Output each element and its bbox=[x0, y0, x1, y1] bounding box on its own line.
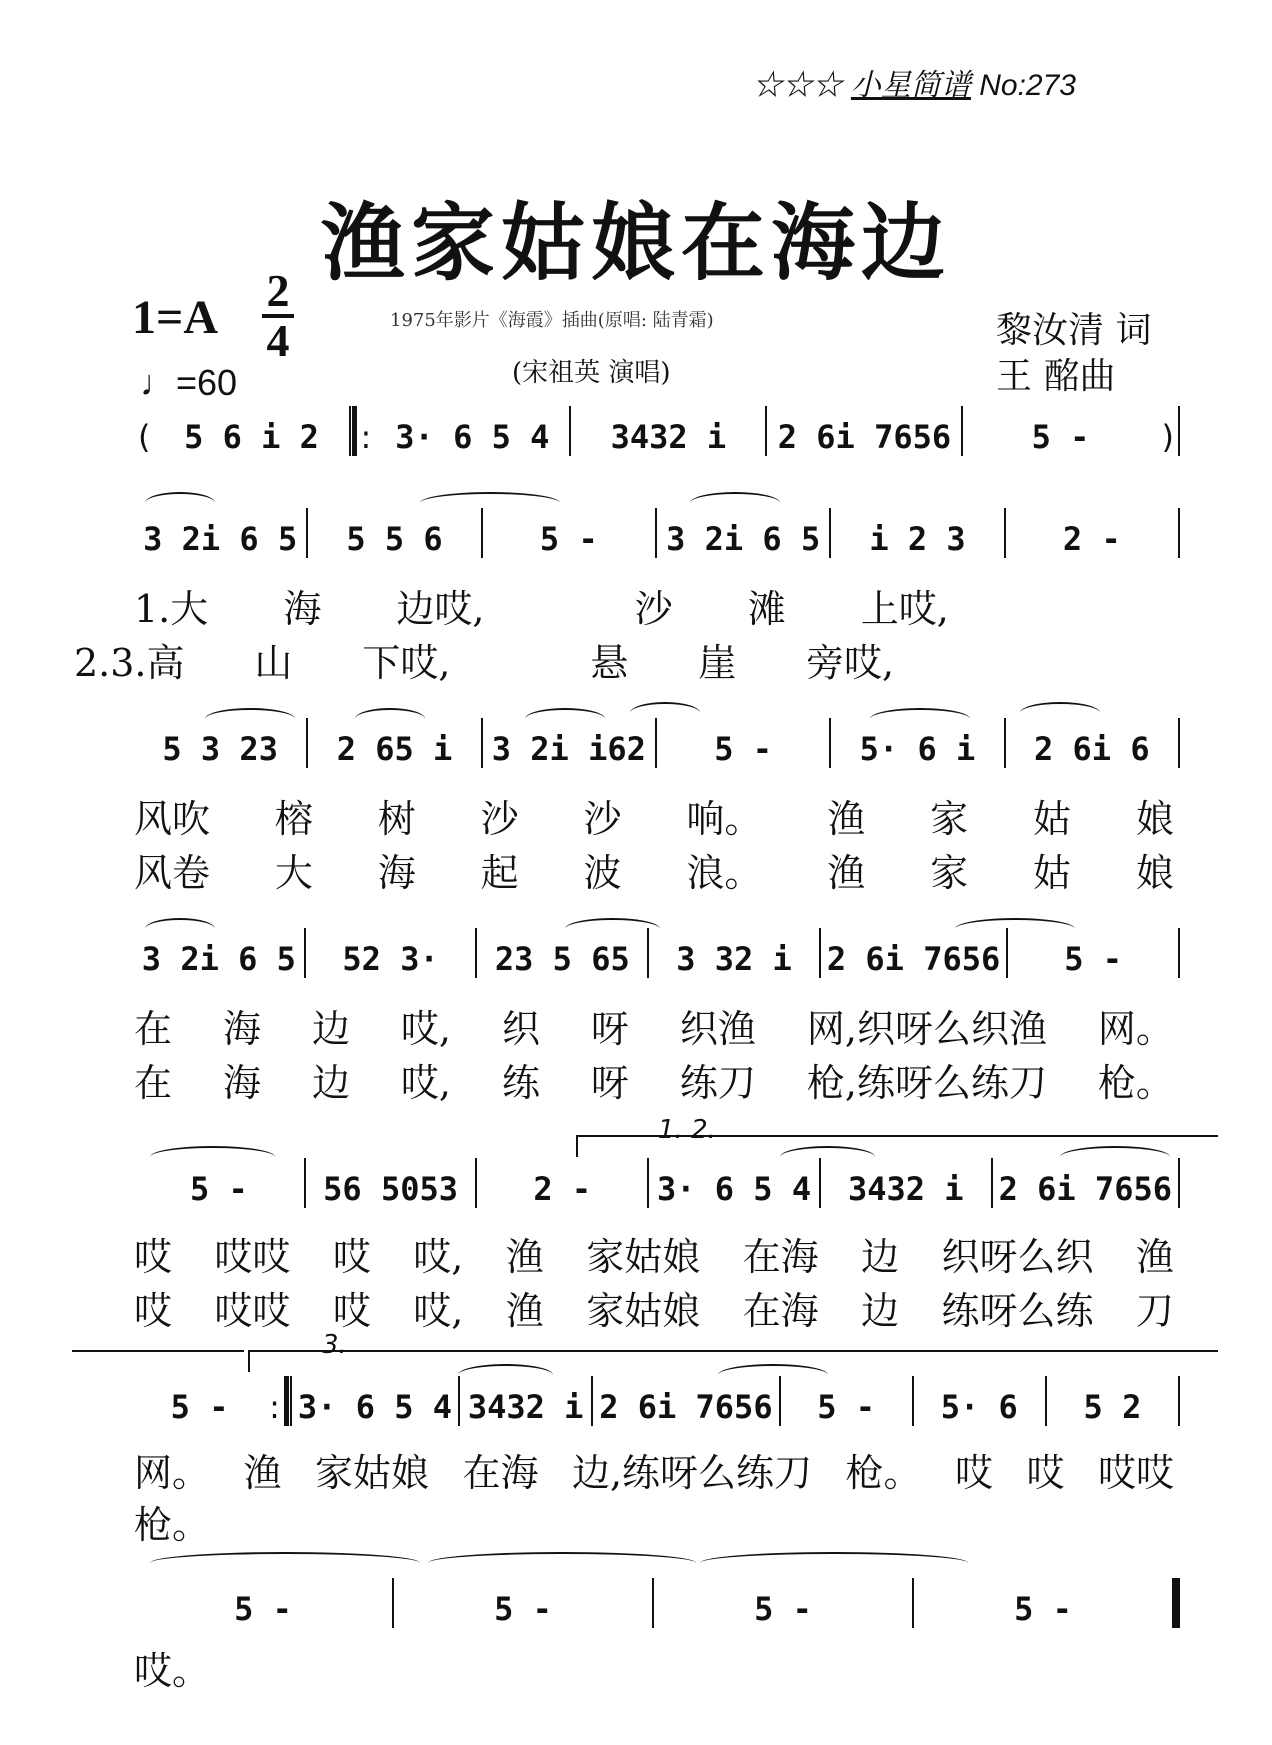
lyric: 大 bbox=[274, 851, 313, 895]
lyric: 织渔 bbox=[679, 1007, 756, 1051]
measure: 3 2i 6 5 bbox=[143, 520, 298, 558]
score-row-6 bbox=[134, 1380, 1180, 1426]
lyric: 海 bbox=[222, 1061, 261, 1105]
time-top: 2 bbox=[266, 265, 290, 316]
lyric: 边,练呀么练刀 bbox=[571, 1451, 813, 1495]
measure: 2 6i 7656 bbox=[777, 418, 952, 456]
lyric: 枪。 bbox=[134, 1503, 211, 1547]
lyric: 渔 bbox=[243, 1451, 282, 1495]
lyric: 响。 bbox=[686, 797, 763, 841]
measure: 2 6i 7656 bbox=[826, 940, 1001, 978]
lyric: 哎, bbox=[413, 1235, 464, 1279]
measure: 23 5 65 bbox=[494, 940, 630, 978]
measure: 3 32 i bbox=[676, 940, 792, 978]
measure: 2 65 i bbox=[336, 730, 453, 768]
measure: 5 - bbox=[754, 1590, 812, 1628]
measure: 5 - bbox=[817, 1388, 876, 1426]
measure: 5· 6 bbox=[940, 1388, 1018, 1426]
lyric: 榕 bbox=[274, 797, 313, 841]
lyric: 边 bbox=[311, 1061, 350, 1105]
lyric: 风卷 bbox=[134, 851, 211, 895]
measure: 52 3· bbox=[342, 940, 439, 978]
lyric-line-2a bbox=[134, 578, 1174, 633]
lyric: 娘 bbox=[1135, 797, 1174, 841]
measure: 3· 6 5 4 bbox=[395, 418, 550, 456]
repeat-end bbox=[284, 1376, 292, 1426]
lyric: 树 bbox=[377, 797, 416, 841]
barline bbox=[1178, 1376, 1180, 1426]
measure: 3432 i bbox=[610, 418, 727, 456]
composer: 王 酩曲 bbox=[996, 356, 1116, 397]
lyric: 在 bbox=[134, 1061, 173, 1105]
lyric: 悬 bbox=[590, 641, 629, 685]
brand-link[interactable]: 小星简谱 bbox=[850, 69, 971, 102]
score-row-2 bbox=[134, 512, 1180, 558]
song-title: 渔家姑娘在海边 bbox=[320, 193, 951, 292]
lyric: 哎哎 bbox=[1097, 1451, 1174, 1495]
repeat-dots: : bbox=[269, 1388, 280, 1426]
measure: 3· 6 5 4 bbox=[297, 1388, 453, 1426]
lyric: 2.3.高 bbox=[74, 641, 185, 685]
lyric: 哎, bbox=[413, 1289, 464, 1333]
lyric: 山 bbox=[254, 641, 293, 685]
lyric: 枪。 bbox=[845, 1451, 922, 1495]
measure: 5 - bbox=[1014, 1590, 1072, 1628]
lyric: 旁哎, bbox=[806, 641, 895, 685]
slur bbox=[150, 1552, 420, 1574]
lyric: 练呀么练 bbox=[941, 1289, 1094, 1333]
lyric: 哎 bbox=[332, 1289, 371, 1333]
lyric: 风吹 bbox=[134, 797, 211, 841]
lyric: 渔 bbox=[505, 1235, 544, 1279]
lyric: 哎 bbox=[134, 1289, 173, 1333]
lyric: 网,织呀么织渔 bbox=[806, 1007, 1047, 1051]
slur bbox=[700, 1552, 968, 1574]
score-number: No:273 bbox=[979, 69, 1076, 102]
lyric-line-4a bbox=[134, 998, 1174, 1053]
lyric: 浪。 bbox=[686, 851, 763, 895]
lyric: 渔 bbox=[827, 851, 866, 895]
measure: 56 5053 bbox=[323, 1170, 458, 1208]
measure: 5 - bbox=[494, 1590, 552, 1628]
lyric: 渔 bbox=[827, 797, 866, 841]
slur bbox=[420, 492, 560, 514]
measure: 5 - bbox=[234, 1590, 292, 1628]
barline bbox=[1178, 406, 1180, 456]
barline bbox=[1178, 928, 1180, 978]
lyric: 渔 bbox=[505, 1289, 544, 1333]
lyric: 娘 bbox=[1135, 851, 1174, 895]
measure: 5 - bbox=[189, 1170, 248, 1208]
measure: 2 - bbox=[533, 1170, 592, 1208]
measure: 2 6i 7656 bbox=[599, 1388, 773, 1426]
lyric: 哎。 bbox=[134, 1649, 211, 1693]
lyric: 上哎, bbox=[860, 587, 949, 631]
measure: 5 2 bbox=[1083, 1388, 1142, 1426]
lyric: 边 bbox=[861, 1289, 900, 1333]
score-row-5 bbox=[134, 1162, 1180, 1208]
lyric: 家姑娘 bbox=[586, 1235, 701, 1279]
volta-label: 1. 2. bbox=[658, 1115, 716, 1145]
lyric: 刀 bbox=[1135, 1289, 1174, 1333]
lyric-line-7 bbox=[134, 1640, 1174, 1695]
lyric: 沙 bbox=[480, 797, 519, 841]
lyric: 网。 bbox=[1097, 1007, 1174, 1051]
lyric-line-3b bbox=[134, 842, 1174, 897]
score-row-4 bbox=[134, 932, 1180, 978]
slur bbox=[1020, 702, 1100, 724]
lyric: 海 bbox=[283, 587, 322, 631]
lyric-line-3a bbox=[134, 788, 1174, 843]
lyric: 家 bbox=[930, 851, 969, 895]
measure: i 2 3 bbox=[869, 520, 966, 558]
lyric: 哎, bbox=[400, 1007, 451, 1051]
lyric: 哎哎 bbox=[214, 1235, 291, 1279]
lyric-line-6b bbox=[134, 1494, 1174, 1549]
volta-label: 3. bbox=[322, 1330, 347, 1360]
score-row-1 bbox=[134, 410, 1180, 456]
lyric: 在海 bbox=[742, 1289, 819, 1333]
measure: 5 5 6 bbox=[346, 520, 443, 558]
measure: 3 2i 6 5 bbox=[666, 520, 821, 558]
measure: 5 6 i 2 bbox=[184, 418, 319, 456]
lyric: 边哎, bbox=[396, 587, 485, 631]
measure: 3 2i 6 5 bbox=[141, 940, 296, 978]
stars: ☆☆☆ bbox=[752, 69, 843, 102]
lyric: 波 bbox=[583, 851, 622, 895]
lyric: 织 bbox=[501, 1007, 540, 1051]
lyric: 哎 bbox=[1026, 1451, 1065, 1495]
lyric: 在海 bbox=[462, 1451, 539, 1495]
score-row-7 bbox=[134, 1582, 1180, 1628]
slur bbox=[690, 492, 780, 514]
paren-close: ) bbox=[1161, 418, 1174, 456]
barline bbox=[1178, 718, 1180, 768]
lyric: 哎哎 bbox=[214, 1289, 291, 1333]
measure: 2 6i 7656 bbox=[998, 1170, 1172, 1208]
lyric: 沙 bbox=[634, 587, 673, 631]
lyric: 1.大 bbox=[134, 587, 209, 631]
lyric: 边 bbox=[861, 1235, 900, 1279]
measure: 3432 i bbox=[847, 1170, 964, 1208]
lyric: 滩 bbox=[747, 587, 786, 631]
lyric-line-5b bbox=[134, 1280, 1174, 1335]
measure: 5· 6 i bbox=[859, 730, 976, 768]
lyric: 起 bbox=[480, 851, 519, 895]
credits bbox=[996, 308, 1151, 400]
lyric-line-6a bbox=[134, 1442, 1174, 1497]
lyric: 网。 bbox=[134, 1451, 211, 1495]
measure: 3 2i i62 bbox=[491, 730, 646, 768]
watermark bbox=[753, 60, 1076, 104]
measure: 2 - bbox=[1062, 520, 1121, 558]
lyric: 边 bbox=[311, 1007, 350, 1051]
lyricist: 黎汝清 词 bbox=[996, 310, 1152, 351]
lyric: 呀 bbox=[590, 1007, 629, 1051]
lyric-line-4b bbox=[134, 1052, 1174, 1107]
lyric: 下哎, bbox=[362, 641, 451, 685]
lyric: 练 bbox=[501, 1061, 540, 1105]
subtitle: 1975年影片《海霞》插曲(原唱: 陆青霜) bbox=[390, 310, 714, 331]
lyric: 崖 bbox=[698, 641, 737, 685]
paren-open: ( bbox=[138, 418, 151, 456]
measure: 3432 i bbox=[467, 1388, 584, 1426]
lyric: 海 bbox=[377, 851, 416, 895]
singer: (宋祖英 演唱) bbox=[512, 358, 671, 388]
barline bbox=[1178, 1158, 1180, 1208]
measure: 5 - bbox=[170, 1388, 229, 1426]
lyric: 沙 bbox=[583, 797, 622, 841]
lyric: 姑 bbox=[1033, 797, 1072, 841]
lyric: 哎, bbox=[400, 1061, 451, 1105]
time-signature bbox=[258, 265, 298, 366]
lyric: 家 bbox=[930, 797, 969, 841]
lyric: 练刀 bbox=[679, 1061, 756, 1105]
lyric: 哎 bbox=[332, 1235, 371, 1279]
repeat-dots: : bbox=[360, 418, 372, 456]
tempo-marking: ♩=60 bbox=[140, 362, 238, 403]
measure: 5 - bbox=[539, 520, 598, 558]
lyric: 哎 bbox=[134, 1235, 173, 1279]
lyric: 呀 bbox=[590, 1061, 629, 1105]
final-barline bbox=[1172, 1578, 1180, 1628]
measure: 5 - bbox=[714, 730, 773, 768]
repeat-start bbox=[349, 406, 357, 456]
time-bottom: 4 bbox=[266, 315, 290, 366]
score-row-3 bbox=[134, 722, 1180, 768]
slur bbox=[630, 702, 700, 724]
lyric: 织呀么织 bbox=[941, 1235, 1094, 1279]
volta-line-continued bbox=[72, 1350, 244, 1372]
lyric: 枪。 bbox=[1097, 1061, 1174, 1105]
lyric: 海 bbox=[222, 1007, 261, 1051]
key-signature: 1=A bbox=[132, 291, 219, 344]
lyric: 在 bbox=[134, 1007, 173, 1051]
lyric: 姑 bbox=[1033, 851, 1072, 895]
lyric: 哎 bbox=[954, 1451, 993, 1495]
measure: 3· 6 5 4 bbox=[656, 1170, 812, 1208]
lyric: 渔 bbox=[1135, 1235, 1174, 1279]
barline bbox=[1178, 508, 1180, 558]
measure: 5 - bbox=[1064, 940, 1123, 978]
lyric: 家姑娘 bbox=[314, 1451, 429, 1495]
lyric: 在海 bbox=[742, 1235, 819, 1279]
lyric-line-5a bbox=[134, 1226, 1174, 1281]
measure: 5 3 23 bbox=[162, 730, 278, 768]
lyric-line-2b bbox=[74, 632, 1114, 687]
measure: 5 - bbox=[1031, 418, 1090, 456]
lyric: 枪,练呀么练刀 bbox=[806, 1061, 1047, 1105]
slur bbox=[145, 492, 215, 514]
slur bbox=[428, 1552, 696, 1574]
measure: 2 6i 6 bbox=[1034, 730, 1150, 768]
lyric: 家姑娘 bbox=[586, 1289, 701, 1333]
